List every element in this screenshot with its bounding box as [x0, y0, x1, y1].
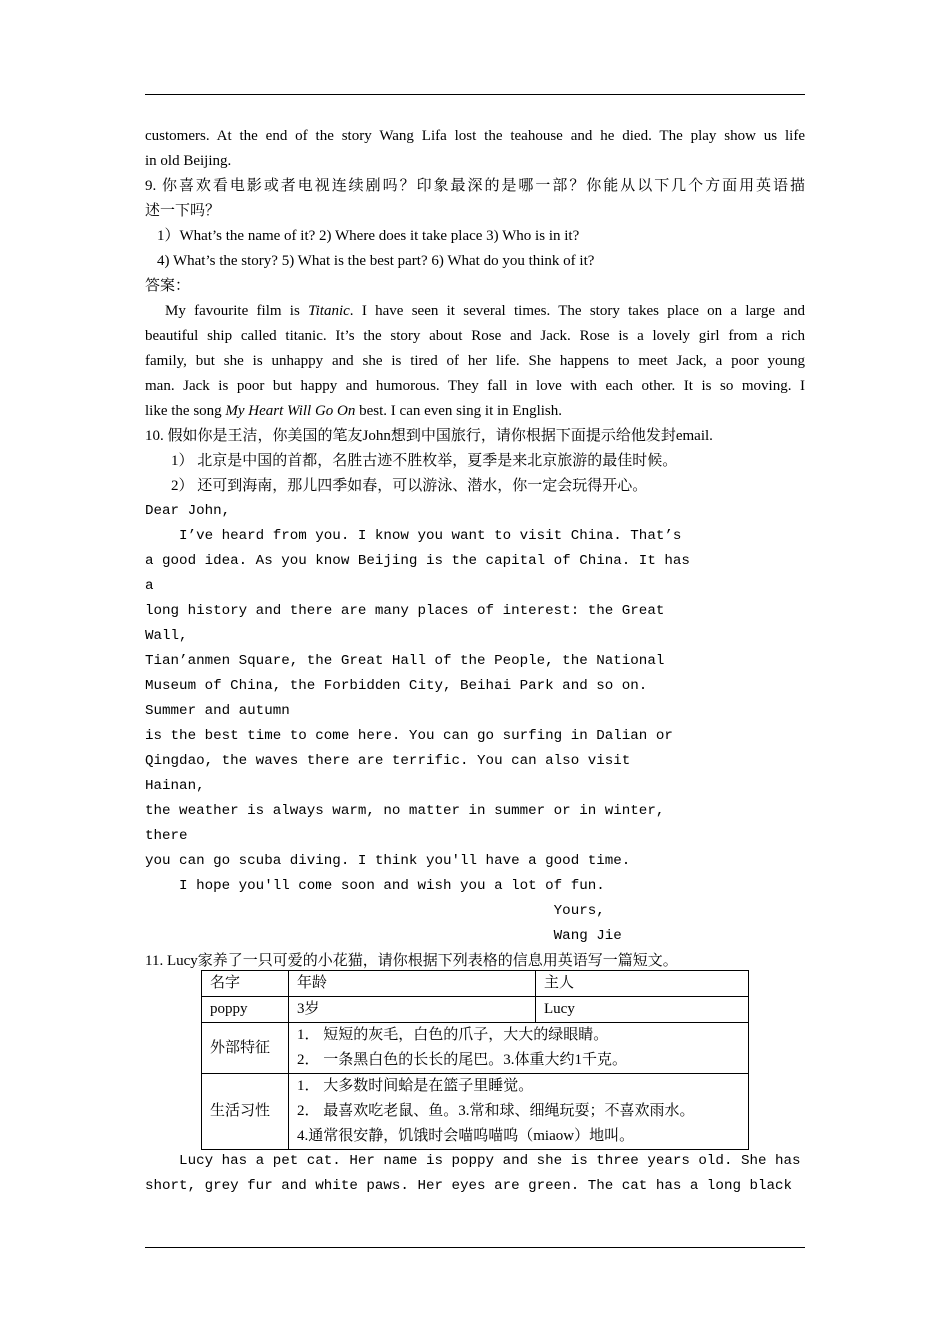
habit-item: 2． 最喜欢吃老鼠、鱼。3.常和球、细绳玩耍；不喜欢雨水。 [297, 1103, 695, 1119]
answer-line: short, grey fur and white paws. Her eyes are green. The cat has a long black [145, 1178, 793, 1194]
appearance-item: 1． 短短的灰毛，白色的爪子，大大的绿眼睛。 [297, 1027, 609, 1043]
table-row-label: 外部特征 [202, 1023, 289, 1074]
letter-signature: Wang Jie [145, 928, 622, 944]
footer-rule [145, 1247, 805, 1248]
answer-label: 答案： [145, 278, 191, 294]
table-cell [289, 1023, 749, 1074]
table-cell: 3岁 [289, 997, 536, 1023]
habit-item: 4.通常很安静，饥饿时会喵呜喵呜（miaow）地叫。 [297, 1128, 635, 1144]
table-header-cell: 主人 [536, 971, 749, 997]
table-row [202, 971, 749, 997]
letter-line: a good idea. As you know Beijing is the capital of China. It has [145, 553, 690, 569]
header-rule [145, 94, 805, 95]
letter-line: Qingdao, the waves there are terrific. You can also visit [145, 753, 631, 769]
question-10-title: 10. 假如你是王洁，你美国的笔友John想到中国旅行，请你根据下面提示给他发封email. [145, 428, 713, 444]
letter-line: there [145, 828, 188, 844]
question-9-items: 4) What’s the story? 5) What is the best part? 6) What do you think of it? [157, 253, 595, 269]
answer-text: best. I can even sing it in English. [355, 403, 563, 419]
letter-line: Dear John, [145, 503, 231, 519]
appearance-item: 2． 一条黑白色的长长的尾巴。3.体重大约1千克。 [297, 1052, 628, 1068]
table-row [202, 997, 749, 1023]
answer-text: My favourite film is [165, 303, 309, 319]
song-title: My Heart Will Go On [225, 403, 356, 419]
question-9-title-cont: 述一下吗？ [145, 203, 221, 219]
letter-line: Hainan, [145, 778, 205, 794]
letter-line: Wall, [145, 628, 188, 644]
paragraph-line: in old Beijing. [145, 153, 232, 169]
letter-line: I hope you'll come soon and wish you a lot of fun. [145, 878, 605, 894]
habit-item: 1． 大多数时间蛤是在篮子里睡觉。 [297, 1078, 534, 1094]
letter-line: Summer and autumn [145, 703, 290, 719]
table-row [202, 1074, 749, 1150]
letter-line: you can go scuba diving. I think you'll have a good time. [145, 853, 631, 869]
answer-line: beautiful ship called titanic. It’s the story about Rose and Jack. Rose is a lovely girl from a rich [145, 328, 805, 344]
letter-signoff: Yours, [145, 903, 605, 919]
question-9-items: 1）What’s the name of it? 2) Where does it take place 3) Who is in it? [157, 228, 580, 244]
answer-text: . I have seen it several times. The story takes place on a large and [349, 303, 805, 319]
answer-line: Lucy has a pet cat. Her name is poppy and she is three years old. She has [145, 1153, 801, 1169]
answer-line [145, 299, 805, 324]
answer-text: like the song [145, 403, 226, 419]
table-header-cell: 年龄 [289, 971, 536, 997]
letter-line: a [145, 578, 154, 594]
letter-line: long history and there are many places of interest: the Great [145, 603, 665, 619]
question-10-hint: 1） 北京是中国的首都，名胜古迹不胜枚举，夏季是来北京旅游的最佳时候。 [171, 453, 678, 469]
question-10-hint: 2） 还可到海南，那儿四季如春，可以游泳、潜水，你一定会玩得开心。 [171, 478, 648, 494]
letter-line: Tian’anmen Square, the Great Hall of the People, the National [145, 653, 665, 669]
paragraph-line: customers. At the end of the story Wang Lifa lost the teahouse and he died. The play show us life [145, 128, 805, 144]
table-row [202, 1023, 749, 1074]
question-9-title: 9. 你喜欢看电影或者电视连续剧吗？印象最深的是哪一部？你能从以下几个方面用英语描 [145, 178, 805, 194]
table-cell: poppy [202, 997, 289, 1023]
cat-info-table [201, 970, 749, 1150]
answer-line: family, but she is unhappy and she is tired of her life. She happens to meet Jack, a poor young [145, 353, 805, 369]
question-11-title: 11. Lucy家养了一只可爱的小花猫，请你根据下列表格的信息用英语写一篇短文。 [145, 953, 678, 969]
answer-line [145, 399, 805, 424]
question-11-answer [145, 1149, 805, 1199]
letter-line: the weather is always warm, no matter in summer or in winter, [145, 803, 665, 819]
table-cell: Lucy [536, 997, 749, 1023]
letter-line: Museum of China, the Forbidden City, Beihai Park and so on. [145, 678, 648, 694]
film-title: Titanic [308, 303, 350, 319]
answer-line: man. Jack is poor but happy and humorous. They fall in love with each other. It is so moving. I [145, 378, 805, 394]
document-body [145, 124, 805, 974]
table-header-cell: 名字 [202, 971, 289, 997]
letter-line: I’ve heard from you. I know you want to visit China. That’s [145, 528, 682, 544]
table-cell [289, 1074, 749, 1150]
letter-line: is the best time to come here. You can go surfing in Dalian or [145, 728, 673, 744]
table-row-label: 生活习性 [202, 1074, 289, 1150]
